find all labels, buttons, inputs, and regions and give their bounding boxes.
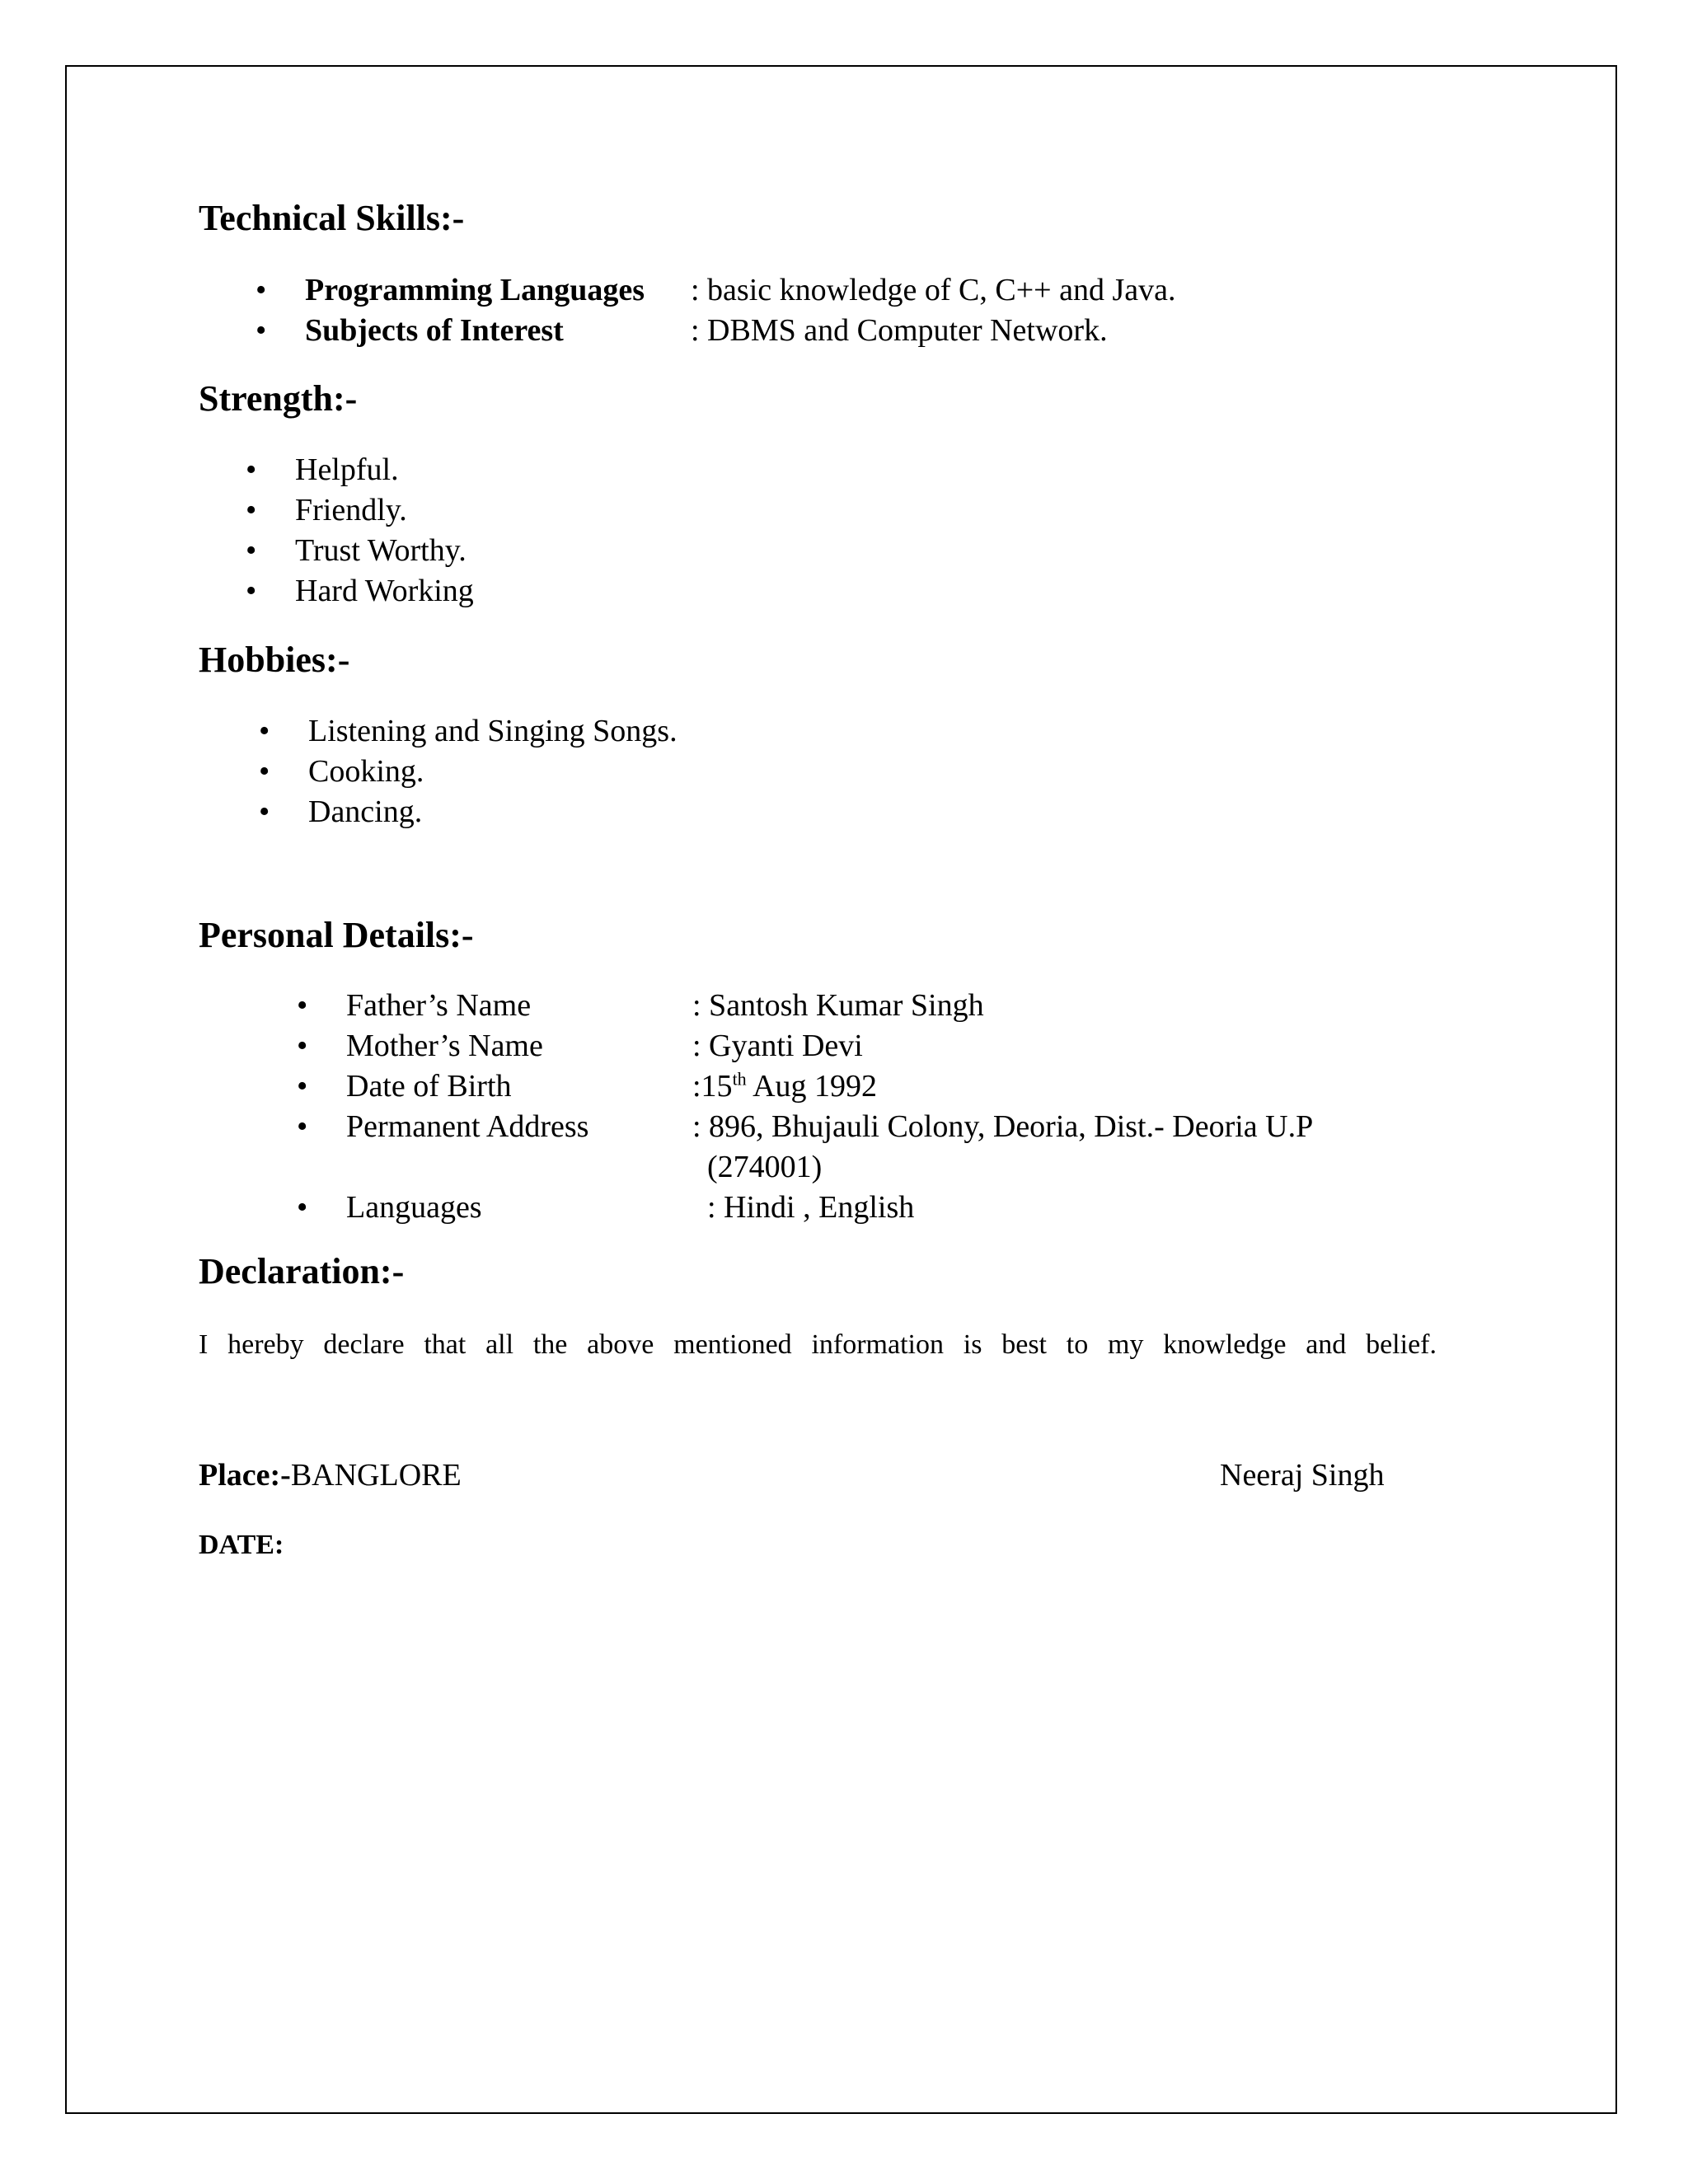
bullet-icon: • (297, 1109, 308, 1144)
fathers-name-value: : Santosh Kumar Singh (692, 988, 984, 1023)
bullet-icon: • (246, 574, 257, 608)
place-value: BANGLORE (290, 1458, 462, 1493)
place-line (199, 1457, 462, 1493)
date-of-birth-label: Date of Birth (346, 1069, 512, 1104)
declaration-heading: Declaration:- (199, 1251, 405, 1291)
permanent-address-value-line2: (274001) (707, 1150, 823, 1184)
technical-skills-heading: Technical Skills:- (199, 198, 465, 238)
bullet-icon: • (246, 493, 257, 527)
mothers-name-value: : Gyanti Devi (692, 1029, 863, 1063)
hobby-item: Listening and Singing Songs. (308, 714, 678, 748)
hobby-item: Dancing. (308, 794, 423, 829)
mothers-name-label: Mother’s Name (346, 1029, 543, 1063)
bullet-icon: • (297, 1029, 308, 1063)
personal-details-heading: Personal Details:- (199, 915, 474, 955)
bullet-icon: • (297, 1190, 308, 1225)
languages-label: Languages (346, 1190, 482, 1225)
strength-item: Trust Worthy. (295, 533, 467, 568)
bullet-icon: • (259, 754, 270, 789)
skill-label-programming: Programming Languages (305, 273, 645, 307)
declaration-text: I hereby declare that all the above mentioned information is best to my knowledge and belief. (199, 1329, 1437, 1360)
bullet-icon: • (297, 988, 308, 1023)
permanent-address-label: Permanent Address (346, 1109, 589, 1144)
strength-item: Hard Working (295, 574, 474, 608)
strength-heading: Strength:- (199, 378, 358, 419)
skill-label-subjects: Subjects of Interest (305, 313, 564, 348)
bullet-icon: • (246, 452, 257, 487)
bullet-icon: • (259, 794, 270, 829)
hobby-item: Cooking. (308, 754, 424, 789)
date-of-birth-value: :15th Aug 1992 (692, 1068, 878, 1104)
permanent-address-value: : 896, Bhujauli Colony, Deoria, Dist.- Deoria U.P (692, 1109, 1314, 1144)
date-label: DATE: (199, 1530, 284, 1560)
signature-name: Neeraj Singh (1220, 1458, 1385, 1493)
bullet-icon: • (256, 313, 267, 348)
languages-value: : Hindi , English (707, 1190, 915, 1225)
strength-item: Helpful. (295, 452, 399, 487)
hobbies-heading: Hobbies:- (199, 640, 350, 680)
strength-item: Friendly. (295, 493, 407, 527)
bullet-icon: • (246, 533, 257, 568)
place-label: Place:- (199, 1458, 291, 1493)
fathers-name-label: Father’s Name (346, 988, 532, 1023)
skill-value-subjects: : DBMS and Computer Network. (691, 313, 1108, 348)
skill-value-programming: : basic knowledge of C, C++ and Java. (691, 273, 1176, 307)
bullet-icon: • (259, 714, 270, 748)
bullet-icon: • (256, 273, 267, 307)
bullet-icon: • (297, 1069, 308, 1104)
